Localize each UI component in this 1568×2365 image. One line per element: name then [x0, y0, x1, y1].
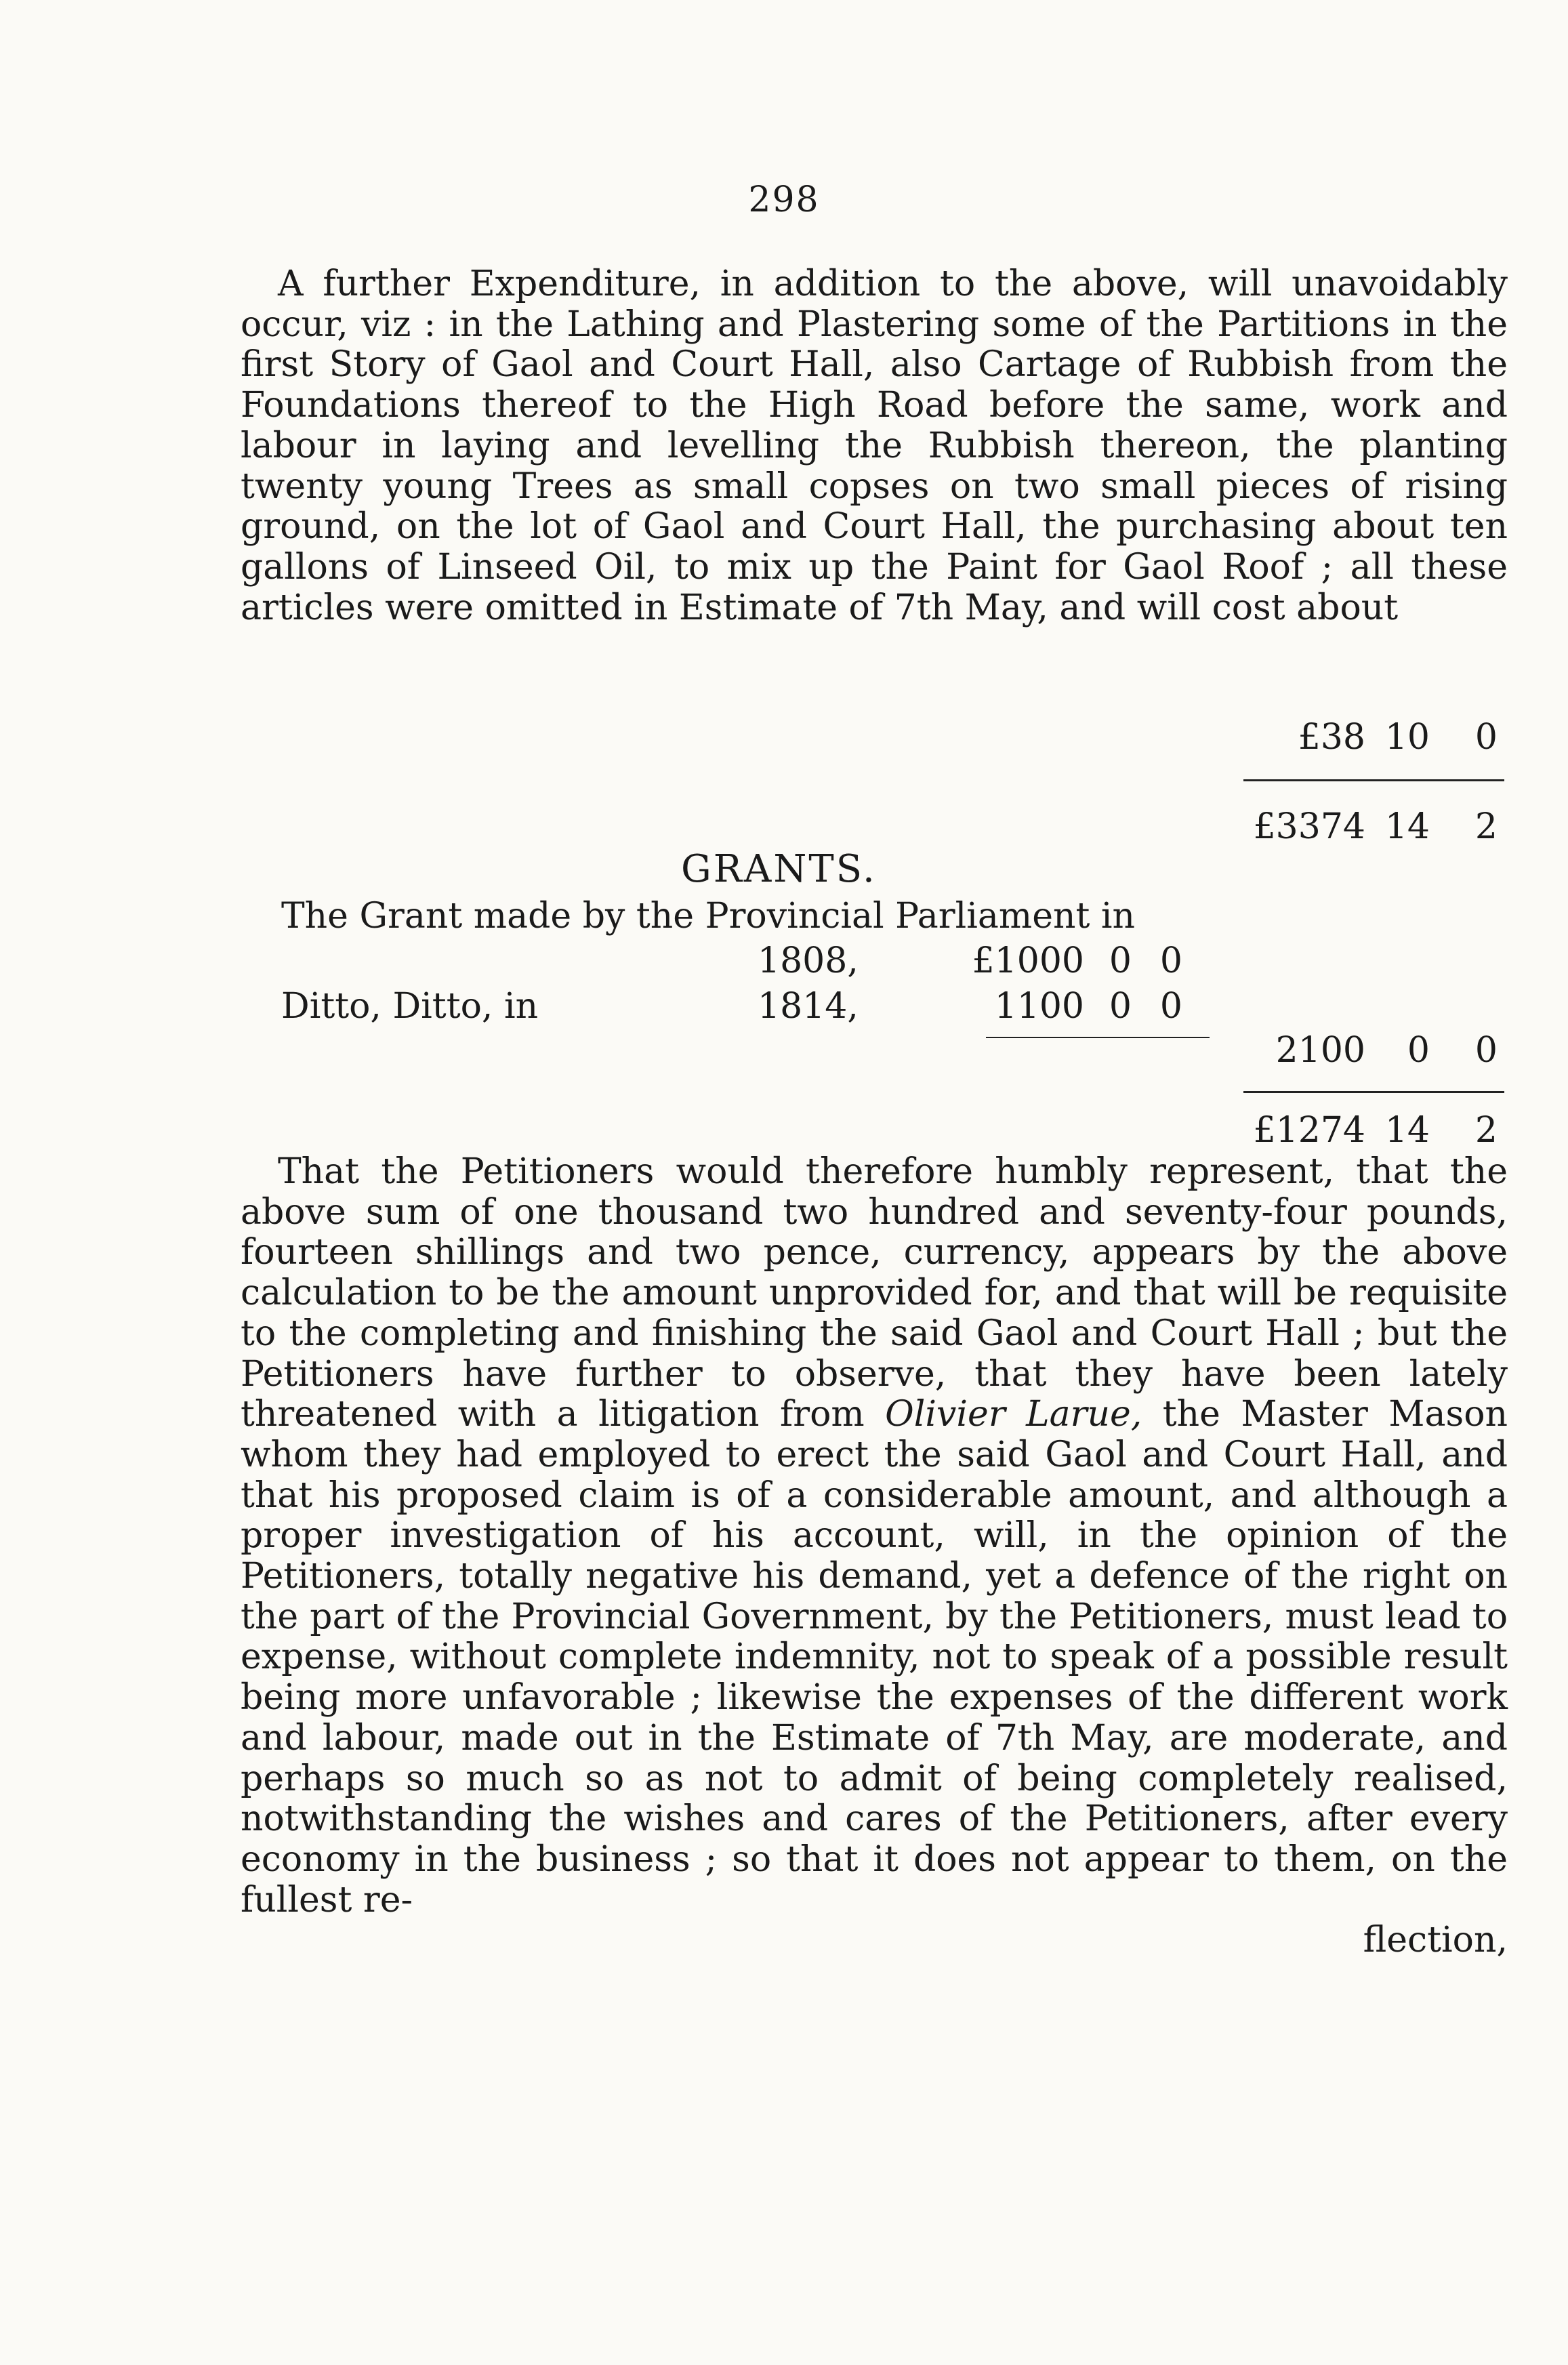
expenditure-paragraph: [241, 264, 1508, 628]
grant-1808-shillings: 0: [1109, 941, 1132, 981]
expenditure-pounds: £38: [1298, 717, 1365, 758]
petition-paragraph: [241, 1152, 1508, 1961]
grants-rule: [986, 1037, 1210, 1038]
subtotal-shillings: 14: [1384, 806, 1430, 847]
grant-1814-pounds: 1100: [994, 986, 1084, 1027]
grants-heading: GRANTS.: [681, 847, 877, 891]
balance-shillings: 14: [1384, 1110, 1430, 1151]
grant-1808-pounds: £1000: [972, 941, 1084, 981]
mason-name: Olivier Larue,: [885, 1394, 1142, 1435]
grant-1808-pence: 0: [1159, 941, 1182, 981]
grants-total-shillings: 0: [1407, 1030, 1430, 1071]
subtotal-rule: [1243, 779, 1504, 781]
grant-1808-year: 1808,: [758, 941, 859, 981]
expenditure-pence: 0: [1474, 717, 1498, 758]
balance-rule: [1243, 1091, 1504, 1093]
grants-total-pounds: 2100: [1275, 1030, 1365, 1071]
grant-1814-shillings: 0: [1109, 986, 1132, 1027]
balance-pence: 2: [1474, 1110, 1498, 1151]
grant-1814-pence: 0: [1159, 986, 1182, 1027]
grants-total-pence: 0: [1474, 1030, 1498, 1071]
grant-line1-text: The Grant made by the Provincial Parliament in: [281, 896, 1136, 937]
expenditure-paragraph-text: A further Expenditure, in addition to the above, will unavoidably occur, viz : in the Lathing and Plastering some of the Partitions in the first Story of Gaol and Court Hall, also Cartage of Rubbish from the Foundations thereof to the High Road before the same, work and labour in laying and levelling the Rubbish thereon, the planting twenty young Trees as small copses on two small pieces of rising ground, on the lot of Gaol and Court Hall, the purchasing about ten gallons of Linseed Oil, to mix up the Paint for Gaol Roof ; all these articles were omitted in Estimate of 7th May, and will cost about: [241, 264, 1508, 628]
grant-1814-year: 1814,: [758, 986, 859, 1027]
petition-paragraph-text-before: That the Petitioners would therefore humbly represent, that the above sum of one thousand two hundred and seventy-four pounds, fourteen shillings and two pence, currency, appears by the above calculation to be the amount unprovided for, and that will be requisite to the completing and finishing the said Gaol and Court Hall ; but the Petitioners have further to observe, that they have been lately threatened with a litigation from: [241, 1151, 1508, 1435]
expenditure-shillings: 10: [1384, 717, 1430, 758]
catchword: flection,: [1363, 1920, 1508, 1961]
subtotal-pence: 2: [1474, 806, 1498, 847]
grant-line2-label: Ditto, Ditto, in: [281, 986, 539, 1027]
page-number: 298: [748, 180, 820, 220]
balance-pounds: £1274: [1253, 1110, 1365, 1151]
subtotal-pounds: £3374: [1253, 806, 1365, 847]
petition-paragraph-text-after: the Master Mason whom they had employed to erect the said Gaol and Court Hall, and that his proposed claim is of a considerable amount, and although a proper investigation of his account, will, in the opinion of the Petitioners, totally negative his demand, yet a defence of the right on the part of the Provincial Government, by the Petitioners, must lead to expense, without complete indemnity, not to speak of a possible result being more unfavorable ; likewise the expenses of the different work and labour, made out in the Estimate of 7th May, are moderate, and perhaps so much so as not to admit of being completely realised, notwithstanding the wishes and cares of the Petitioners, after every economy in the business ; so that it does not appear to them, on the fullest re-: [241, 1394, 1508, 1920]
